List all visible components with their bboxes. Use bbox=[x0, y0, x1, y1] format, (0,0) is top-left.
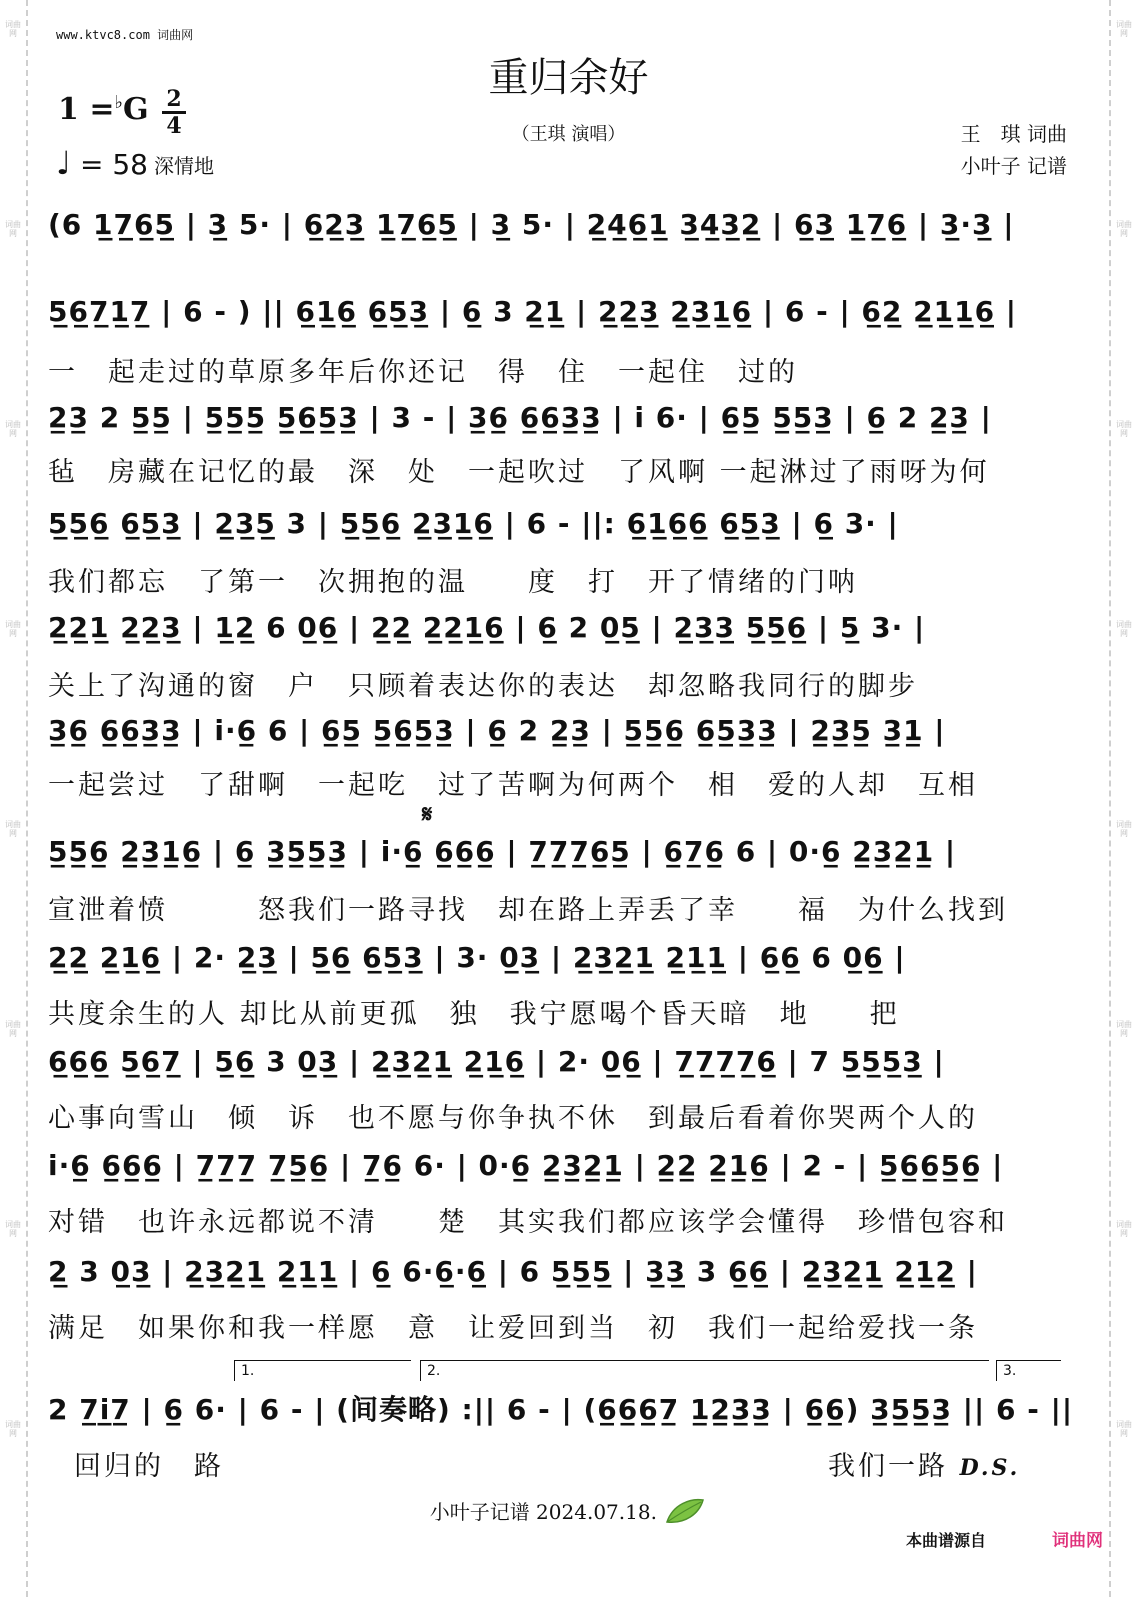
watermark-text: 词曲网 bbox=[1116, 620, 1132, 638]
dal-segno-marking: D.S. bbox=[959, 1455, 1021, 1481]
notation-line: 5̲6̲7̲1̲7̲ | 6 - ) || 6̲1̲6̲ 6̲5̲3̲ | 6̲ 3 2̲1̲ | 2̲2̲3̲ 2̲3̲1̲6̲ | 6 - | 6̲2̲ 2̲1̲1̲6̲ | bbox=[48, 295, 1018, 328]
singer-credit: （王琪 演唱） bbox=[511, 124, 626, 145]
composer-credit: 王 琪 词曲 bbox=[960, 122, 1067, 146]
lyric-line: 一 起走过的草原多年后你还记 得 住 一起住 过的 bbox=[48, 357, 798, 388]
source-brand-link[interactable]: 词曲网 bbox=[1052, 1531, 1103, 1551]
watermark-text: 词曲网 bbox=[1116, 220, 1132, 238]
footer-signature bbox=[0, 1496, 1137, 1531]
watermark-text: 词曲网 bbox=[5, 820, 21, 838]
lyric-line: 毡 房藏在记忆的最 深 处 一起吹过 了风啊 一起淋过了雨呀为何 bbox=[48, 457, 990, 488]
lyric-line: 关上了沟通的窗 户 只顾着表达你的表达 却忽略我同行的脚步 bbox=[48, 671, 918, 702]
watermark-text: 词曲网 bbox=[5, 620, 21, 638]
flat-sign: ♭ bbox=[114, 92, 123, 113]
leaf-icon bbox=[663, 1496, 707, 1531]
segno-sign: 𝄋 bbox=[422, 800, 433, 828]
key-prefix: 1 = bbox=[58, 92, 115, 127]
quarter-note-icon: ♩ bbox=[56, 144, 72, 182]
lyric-line: 心事向雪山 倾 诉 也不愿与你争执不休 到最后看着你哭两个人的 bbox=[48, 1103, 978, 1134]
lyric-line: 宣泄着愤 怒我们一路寻找 却在路上弄丢了幸 福 为什么找到 bbox=[48, 895, 1008, 926]
meter-top: 2 bbox=[166, 86, 182, 112]
watermark-text: 词曲网 bbox=[5, 20, 21, 38]
key-note: G bbox=[122, 92, 149, 127]
watermark-text: 词曲网 bbox=[1116, 820, 1132, 838]
watermark-text: 词曲网 bbox=[1116, 1220, 1132, 1238]
song-title: 重归余好 bbox=[488, 55, 649, 101]
lyric-line: 一起尝过 了甜啊 一起吃 过了苦啊为何两个 相 爱的人却 互相 bbox=[48, 770, 978, 801]
watermark-text: 词曲网 bbox=[5, 1220, 21, 1238]
watermark-text: 词曲网 bbox=[1116, 420, 1132, 438]
lyric-line: 对错 也许永远都说不清 楚 其实我们都应该学会懂得 珍惜包容和 bbox=[48, 1207, 1008, 1238]
footer-text: 小叶子记谱 2024.07.18. bbox=[429, 1500, 657, 1524]
left-watermark-strip bbox=[0, 0, 28, 1597]
first-ending-bracket bbox=[234, 1360, 411, 1381]
third-ending-bracket bbox=[996, 1360, 1061, 1381]
right-watermark-strip bbox=[1109, 0, 1137, 1597]
lyric-line: 我们都忘 了第一 次拥抱的温 度 打 开了情绪的门呐 bbox=[48, 567, 858, 598]
transcriber-credit: 小叶子 记谱 bbox=[960, 154, 1067, 178]
notation-line: 6̲6̲6̲ 5̲6̲7̲ | 5̲6̲ 3 0̲3̲ | 2̲3̲2̲1̲ 2̲1̲6̲ | 2· 0̲6̲ | 7̲7̲7̲7̲6̲ | 7 5̲5̲5̲3̲ | bbox=[48, 1045, 945, 1078]
notation-line: 2̲2̲1̲ 2̲2̲3̲ | 1̲2̲ 6 0̲6̲ | 2̲2̲ 2̲2̲1̲6̲ | 6̲ 2 0̲5̲ | 2̲3̲3̲ 5̲5̲6̲ | 5̲ 3· | bbox=[48, 611, 926, 644]
lyric-line-right bbox=[828, 1444, 1073, 1483]
watermark-text: 词曲网 bbox=[5, 1020, 21, 1038]
notation-line: 3̲6̲ 6̲6̲3̲3̲ | i·6̲ 6 | 6̲5̲ 5̲6̲5̲3̲ | 6̲ 2 2̲3̲ | 5̲5̲6̲ 6̲5̲3̲3̲ | 2̲3̲5̲ 3̲1̲ | bbox=[48, 714, 946, 747]
expression-marking: 深情地 bbox=[154, 154, 214, 178]
meter-bottom: 4 bbox=[166, 113, 182, 139]
notation-line: 2 7̲i̲7̲ | 6̲ 6· | 6 - | (间奏略) :|| 6 - | (6̲6̲6̲7̲ 1̲2̲3̲3̲ | 6̲6̲) 3̲5̲5̲3̲ || 6 - || bbox=[48, 1393, 1073, 1426]
notation-line: 5̲5̲6̲ 6̲5̲3̲ | 2̲3̲5̲ 3 | 5̲5̲6̲ 2̲3̲1̲6̲ | 6 - ||: 6̲1̲6̲6̲ 6̲5̲3̲ | 6̲ 3· | bbox=[48, 507, 899, 540]
second-ending-label: 2. bbox=[427, 1363, 441, 1379]
tempo-marking bbox=[56, 144, 148, 182]
tempo-value: = 58 bbox=[80, 148, 148, 181]
notation-line: (6 1̲7̲6̲5̲ | 3̲ 5· | 6̲2̲3̲ 1̲7̲6̲5̲ | 3̲ 5· | 2̲4̲6̲1̲ 3̲4̲3̲2̲ | 6̲3̲ 1̲7̲6̲ | 3̲·3̲ | bbox=[48, 208, 1015, 241]
watermark-text: 词曲网 bbox=[1116, 20, 1132, 38]
watermark-text: 词曲网 bbox=[5, 220, 21, 238]
notation-line: 2̲ 3 0̲3̲ | 2̲3̲2̲1̲ 2̲1̲1̲ | 6̲ 6·6̲·6̲ | 6 5̲5̲5̲ | 3̲3̲ 3 6̲6̲ | 2̲3̲2̲1̲ 2̲1̲2̲ | bbox=[48, 1255, 978, 1288]
notation-line: 2̲2̲ 2̲1̲6̲ | 2· 2̲3̲ | 5̲6̲ 6̲5̲3̲ | 3· 0̲3̲ | 2̲3̲2̲1̲ 2̲1̲1̲ | 6̲6̲ 6 0̲6̲ | bbox=[48, 941, 906, 974]
time-signature bbox=[162, 88, 186, 137]
key-signature bbox=[58, 92, 149, 127]
first-ending-label: 1. bbox=[241, 1363, 255, 1379]
notation-line: 2̲3̲ 2 5̲5̲ | 5̲5̲5̲ 5̲6̲5̲3̲ | 3 - | 3̲6̲ 6̲6̲3̲3̲ | i 6· | 6̲5̲ 5̲5̲3̲ | 6̲ 2 2̲3̲ | bbox=[48, 401, 992, 434]
notation-line: 5̲5̲6̲ 2̲3̲1̲6̲ | 6̲ 3̲5̲5̲3̲ | i·6̲ 6̲6̲6̲ | 7̲7̲7̲6̲5̲ | 6̲7̲6̲ 6 | 0·6̲ 2̲3̲2̲1̲ | bbox=[48, 835, 957, 868]
site-url[interactable]: www.ktvc8.com 词曲网 bbox=[56, 28, 194, 42]
notation-line: i·6̲ 6̲6̲6̲ | 7̲7̲7̲ 7̲5̲6̲ | 7̲6̲ 6· | 0·6̲ 2̲3̲2̲1̲ | 2̲2̲ 2̲1̲6̲ | 2 - | 5̲6̲6̲5̲6̲ | bbox=[48, 1149, 1004, 1182]
credits bbox=[961, 118, 1067, 182]
lyric-line-left: 回归的 路 bbox=[74, 1451, 224, 1482]
lyric-line: 共度余生的人 却比从前更孤 独 我宁愿喝个昏天暗 地 把 bbox=[48, 999, 900, 1030]
watermark-text: 词曲网 bbox=[5, 420, 21, 438]
second-ending-bracket bbox=[420, 1360, 989, 1381]
lyric-line: 满足 如果你和我一样愿 意 让爱回到当 初 我们一起给爱找一条 bbox=[48, 1313, 978, 1344]
watermark-text: 词曲网 bbox=[1116, 1420, 1132, 1438]
third-ending-label: 3. bbox=[1003, 1363, 1017, 1379]
watermark-text: 词曲网 bbox=[5, 1420, 21, 1438]
source-label: 本曲谱源自 bbox=[906, 1531, 987, 1550]
watermark-text: 词曲网 bbox=[1116, 1020, 1132, 1038]
lyric-line-right-text: 我们一路 bbox=[828, 1451, 948, 1482]
